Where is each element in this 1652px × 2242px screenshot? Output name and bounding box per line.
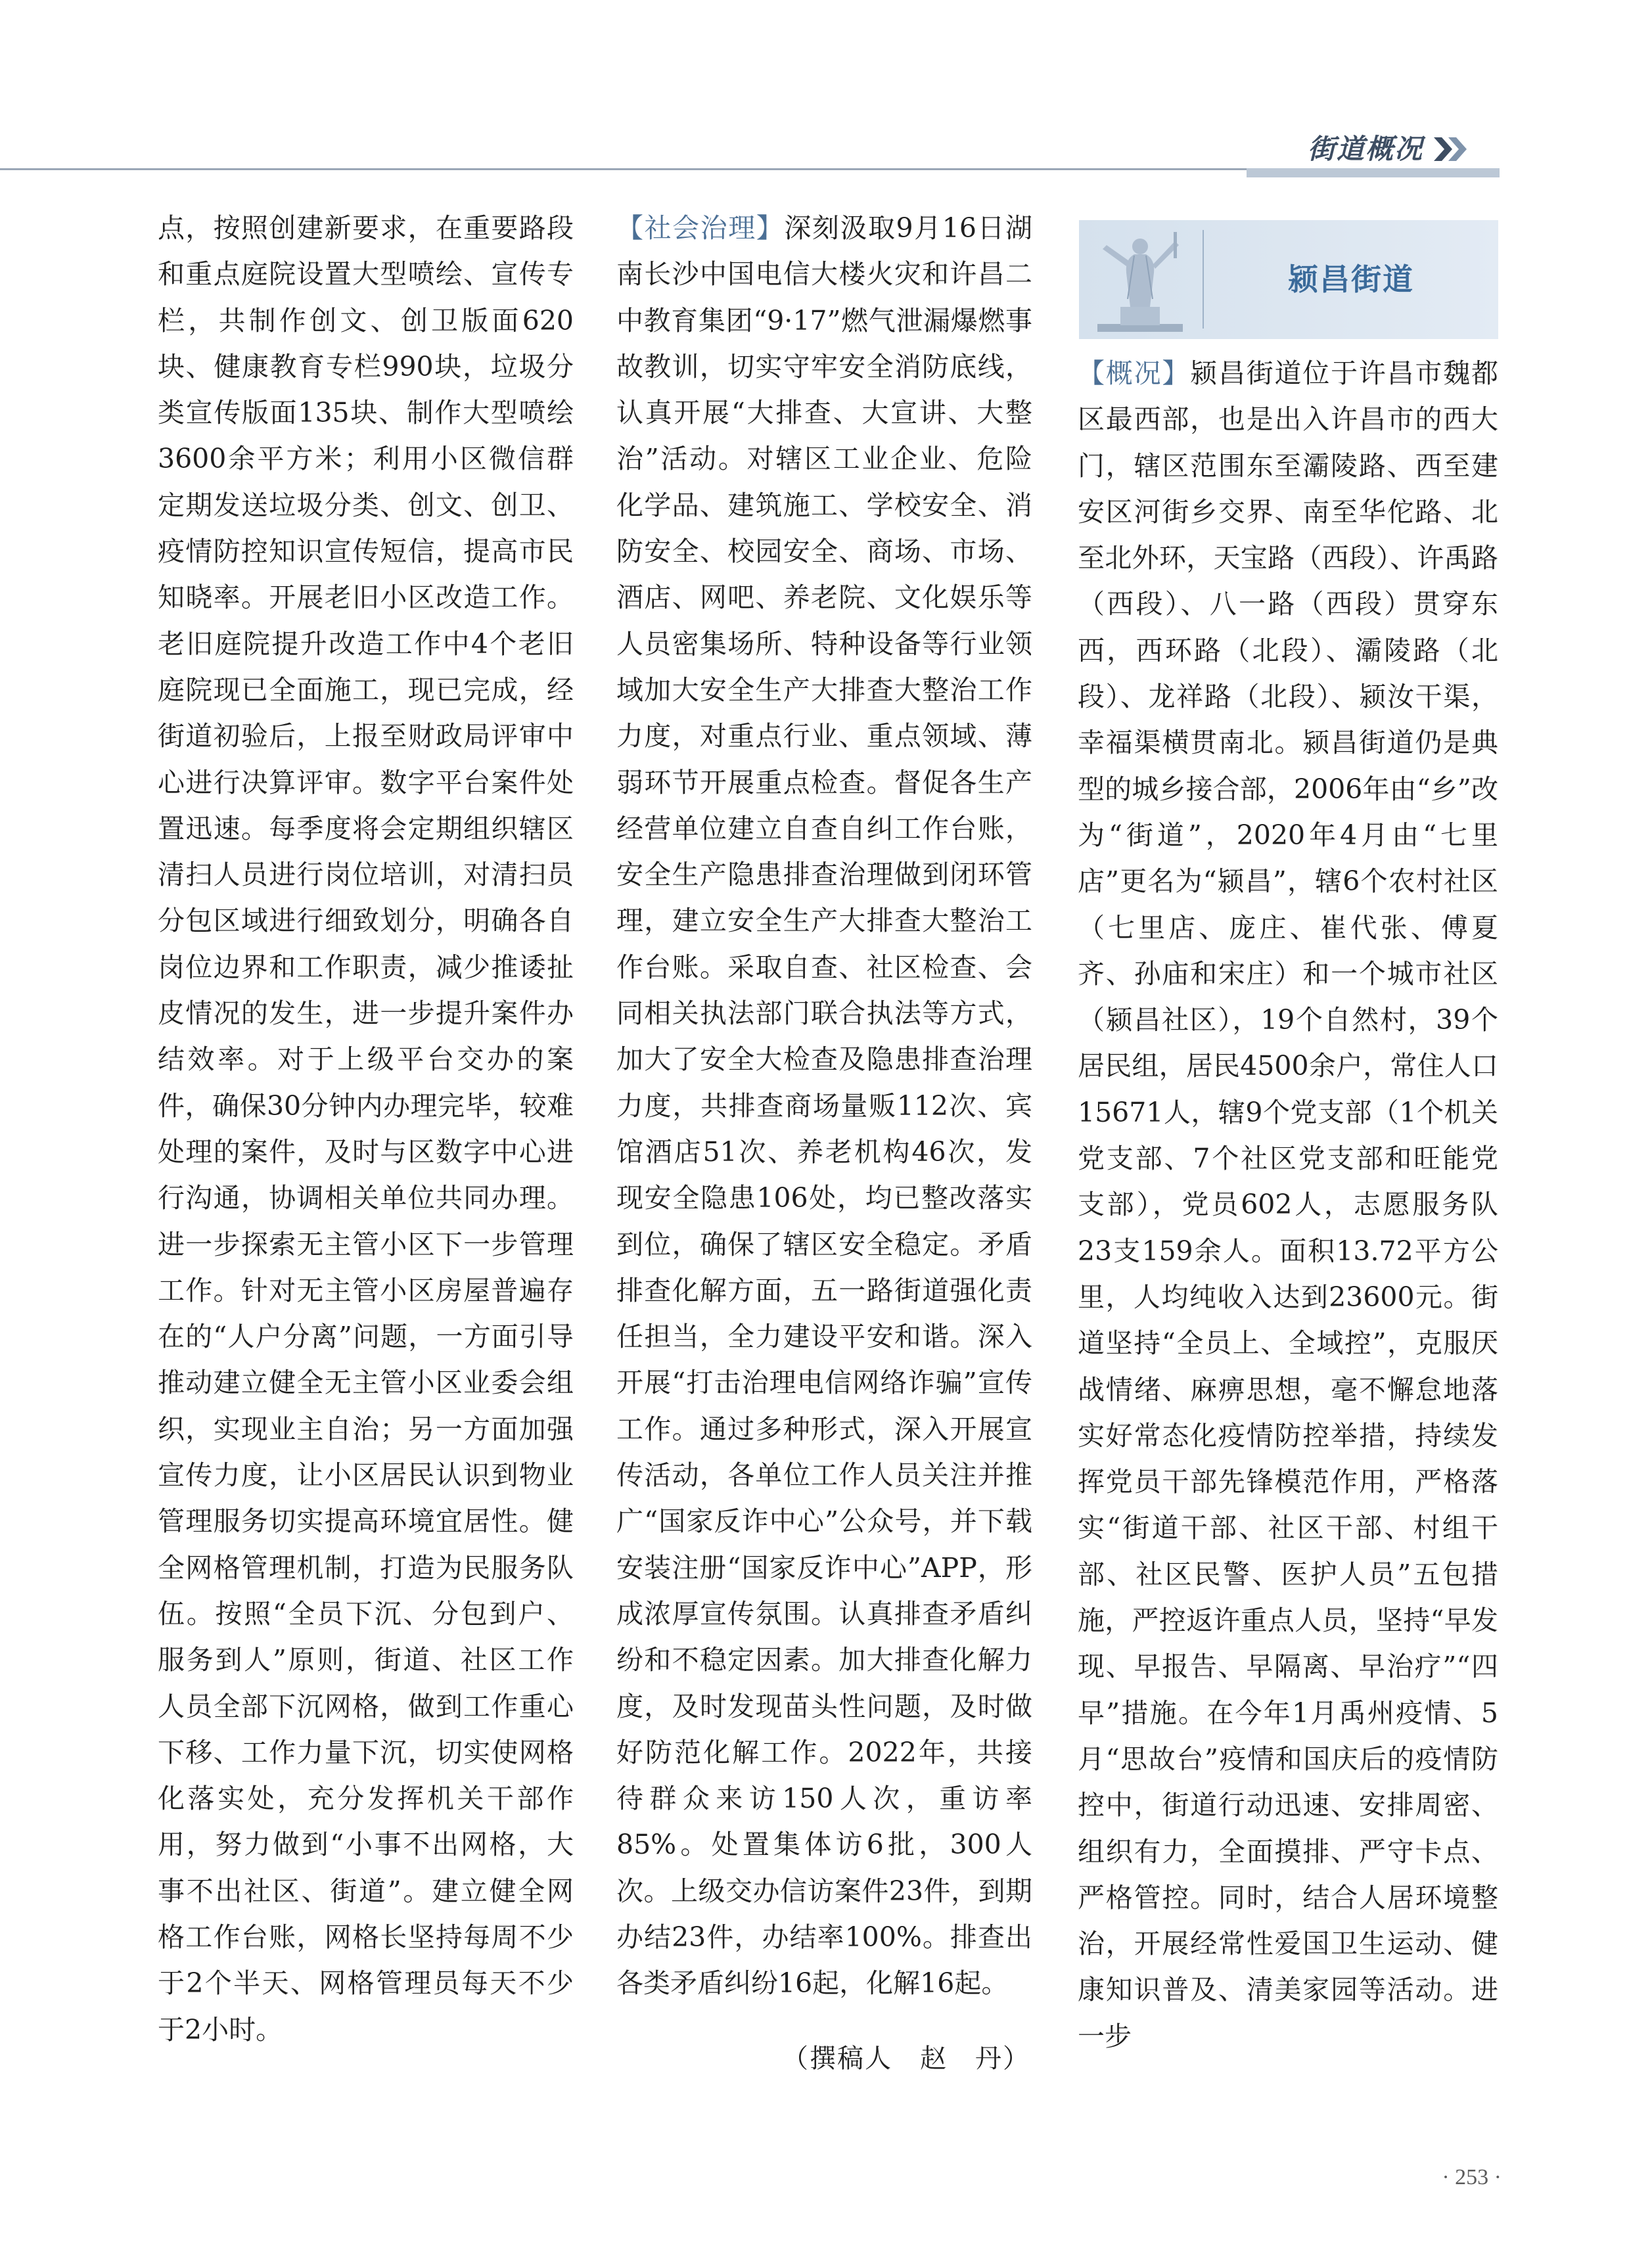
- page-number: · 253 ·: [1442, 2165, 1502, 2189]
- double-chevron-right-icon: [1433, 135, 1472, 164]
- section-tag-social-governance: 【社会治理】: [616, 212, 785, 244]
- running-header-title: 街道概况: [1308, 133, 1424, 165]
- text-column-1: [158, 205, 574, 2053]
- header-accent-bar: [1247, 168, 1500, 177]
- statue-icon: [1084, 227, 1196, 335]
- column-2-paragraph: 深刻汲取9月16日湖南长沙中国电信大楼火灾和许昌二中教育集团“9·17”燃气泄漏爆燃事故教训，切实守牢安全消防底线，认真开展“大排查、大宣讲、大整治”活动。对辖区工业企业、危险化学品、建筑施工、学校安全、消防安全、校园安全、商场、市场、酒店、网吧、养老院、文化娱乐等人员密集场所、特种设备等行业领域加大安全生产大排查大整治工作力度，对重点行业、重点领域、薄弱环节开展重点检查。督促各生产经营单位建立自查自纠工作台账，安全生产隐患排查治理做到闭环管理，建立安全生产大排查大整治工作台账。采取自查、社区检查、会同相关执法部门联合执法等方式，加大了安全大检查及隐患排查治理力度，共排查商场量贩112次、宾馆酒店51次、养老机构46次，发现安全隐患106处，均已整改落实到位，确保了辖区安全稳定。矛盾排查化解方面，五一路街道强化责任担当，全力建设平安和谐。深入开展“打击治理电信网络诈骗”宣传工作。通过多种形式，深入开展宣传活动，各单位工作人员关注并推广“国家反诈中心”公众号，并下载安装注册“国家反诈中心”APP，形成浓厚宣传氛围。认真排查矛盾纠纷和不稳定因素。加大排查化解力度，及时发现苗头性问题，及时做好防范化解工作。2022年，共接待群众来访150人次，重访率85%。处置集体访6批，300人次。上级交办信访案件23件，到期办结23件，办结率100%。排查出各类矛盾纠纷16起，化解16起。: [616, 212, 1033, 2000]
- author-signature: （撰稿人 赵 丹）: [782, 2044, 1030, 2074]
- text-column-2: [616, 205, 1032, 2007]
- column-3-paragraph: 颍昌街道位于许昌市魏都区最西部，也是出入许昌市的西大门，辖区范围东至灞陵路、西至建安区河街乡交界、南至华佗路、北至北外环，天宝路（西段）、许禹路（西段）、八一路（西段）贯穿东西，西环路（北段）、灞陵路（北段）、龙祥路（北段）、颍汝干渠，幸福渠横贯南北。颍昌街道仍是典型的城乡接合部，2006年由“乡”改为“街道”，2020年4月由“七里店”更名为“颍昌”，辖6个农村社区（七里店、庞庄、崔代张、傅夏齐、孙庙和宋庄）和一个城市社区（颍昌社区），19个自然村，39个居民组，居民4500余户，常住人口15671人，辖9个党支部（1个机关党支部、7个社区党支部和旺能党支部），党员602人，志愿服务队23支159余人。面积13.72平方公里，人均纯收入达到23600元。街道坚持“全员上、全域控”，克服厌战情绪、麻痹思想，毫不懈怠地落实好常态化疫情防控举措，持续发挥党员干部先锋模范作用，严格落实“街道干部、社区干部、村组干部、社区民警、医护人员”五包措施，严控返许重点人员，坚持“早发现、早报告、早隔离、早治疗”“四早”措施。在今年1月禹州疫情、5月“思故台”疫情和国庆后的疫情防控中，街道行动迅速、安排周密、组织有力，全面摸排、严守卡点、严格管控。同时，结合人居环境整治，开展经常性爱国卫生运动、健康知识普及、清美家园等活动。进一步: [1078, 357, 1499, 2052]
- section-title: 颍昌街道: [1288, 262, 1414, 297]
- section-tag-overview: 【概况】: [1078, 357, 1191, 389]
- text-column-3: [1078, 350, 1498, 2059]
- column-1-paragraph: 点，按照创建新要求，在重要路段和重点庭院设置大型喷绘、宣传专栏，共制作创文、创卫版面620块、健康教育专栏990块，垃圾分类宣传版面135块、制作大型喷绘3600余平方米；利用小区微信群定期发送垃圾分类、创文、创卫、疫情防控知识宣传短信，提高市民知晓率。开展老旧小区改造工作。老旧庭院提升改造工作中4个老旧庭院现已全面施工，现已完成，经街道初验后，上报至财政局评审中心进行决算评审。数字平台案件处置迅速。每季度将会定期组织辖区清扫人员进行岗位培训，对清扫员分包区域进行细致划分，明确各自岗位边界和工作职责，减少推诿扯皮情况的发生，进一步提升案件办结效率。对于上级平台交办的案件，确保30分钟内办理完毕，较难处理的案件，及时与区数字中心进行沟通，协调相关单位共同办理。进一步探索无主管小区下一步管理工作。针对无主管小区房屋普遍存在的“人户分离”问题，一方面引导推动建立健全无主管小区业委会组织，实现业主自治；另一方面加强宣传力度，让小区居民认识到物业管理服务切实提高环境宜居性。健全网格管理机制，打造为民服务队伍。按照“全员下沉、分包到户、服务到人”原则，街道、社区工作人员全部下沉网格，做到工作重心下移、工作力量下沉，切实使网格化落实处，充分发挥机关干部作用，努力做到“小事不出网格，大事不出社区、街道”。建立健全网格工作台账，网格长坚持每周不少于2个半天、网格管理员每天不少于2小时。: [158, 212, 574, 2046]
